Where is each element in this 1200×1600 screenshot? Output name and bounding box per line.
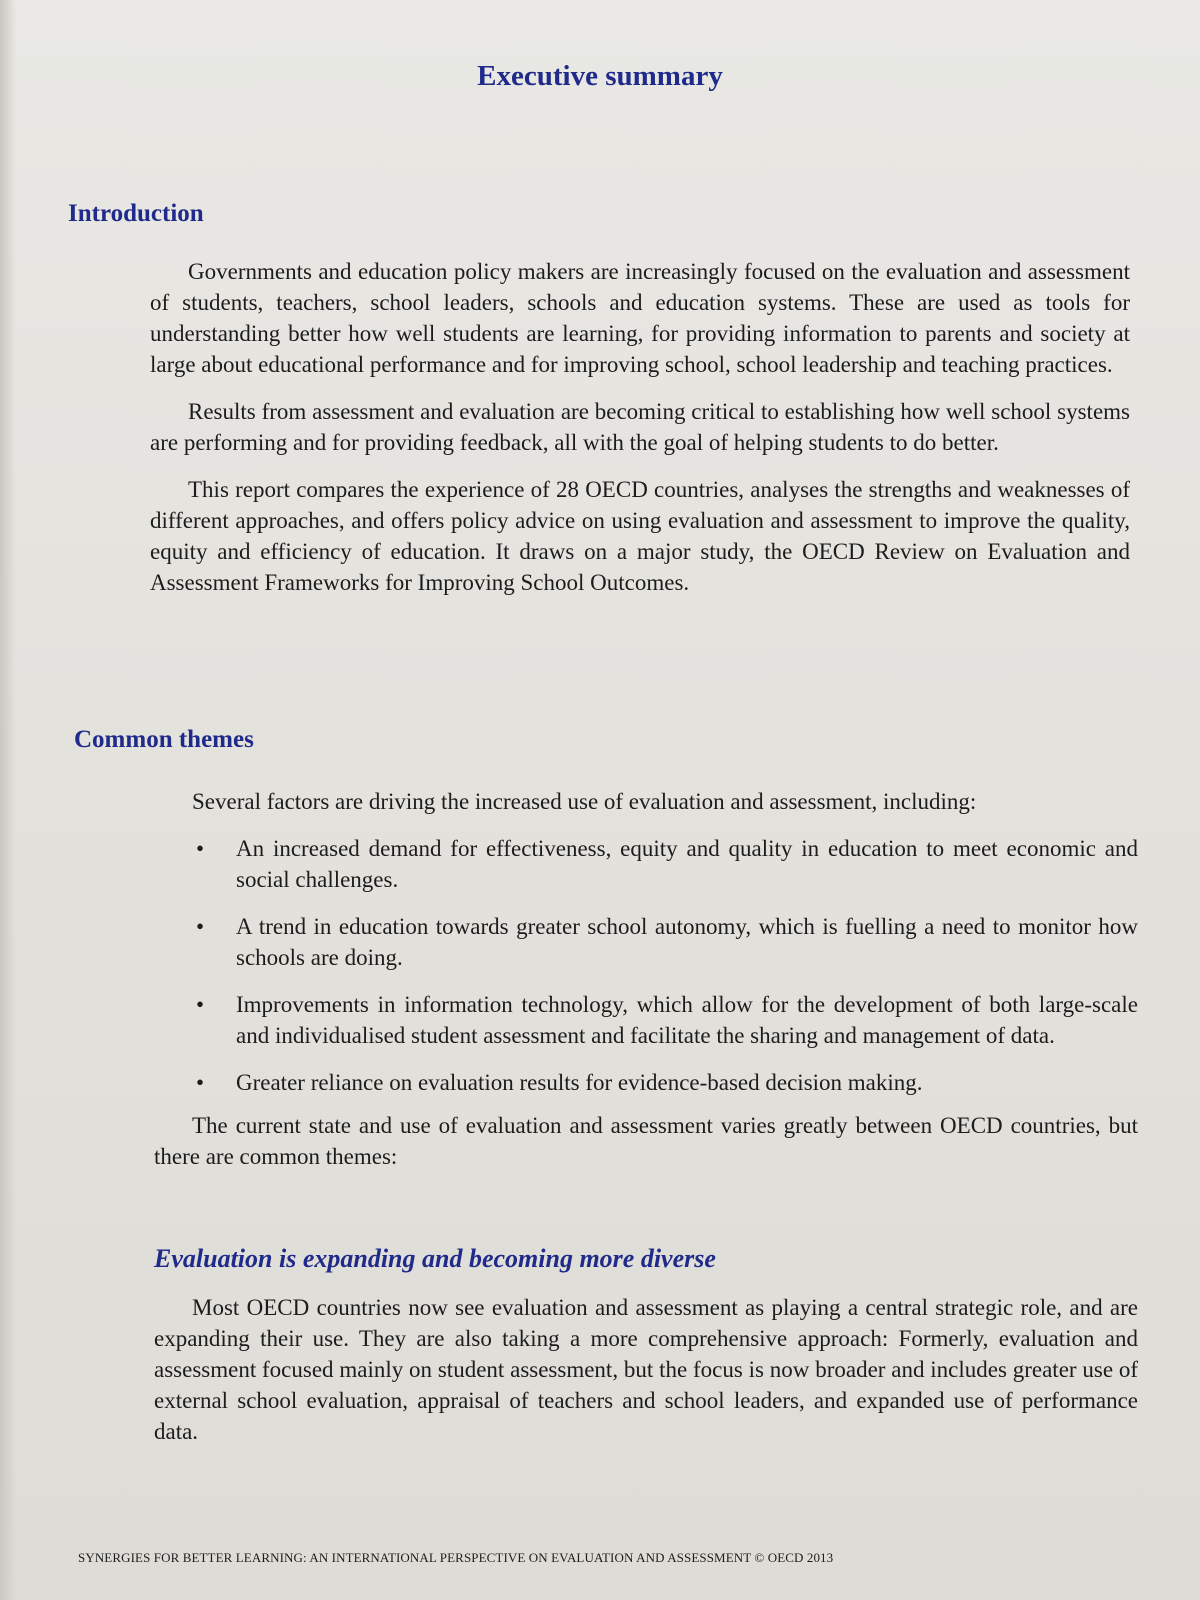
list-item: [154, 989, 1138, 1051]
introduction-body: [150, 256, 1130, 598]
bullet-icon: •: [196, 914, 205, 939]
subsection-body: [154, 1292, 1138, 1447]
list-item-text: An increased demand for effectiveness, equity and quality in education to meet economic and social challenges.: [236, 836, 1138, 892]
bullet-icon: •: [196, 992, 205, 1017]
bullet-icon: •: [196, 836, 205, 861]
list-item: [154, 833, 1138, 895]
introduction-paragraph-3: This report compares the experience of 28 OECD countries, analyses the strengths and weaknesses of different approaches, and offers policy advice on using evaluation and assessment to improve the quality, equity and efficiency of education. It draws on a major study, the OECD Review on Evaluation and Assessment Frameworks for Improving School Outcomes.: [150, 477, 1130, 595]
list-item: [154, 911, 1138, 973]
common-themes-closing: The current state and use of evaluation and assessment varies greatly between OECD countries, but there are common themes:: [154, 1113, 1138, 1169]
list-item-text: A trend in education towards greater school autonomy, which is fuelling a need to monitor how schools are doing.: [236, 914, 1138, 970]
page-title: Executive summary: [477, 60, 723, 92]
list-item: [154, 1067, 1138, 1098]
introduction-paragraph-2: Results from assessment and evaluation are becoming critical to establishing how well school systems are performing and for providing feedback, all with the goal of helping students to do better.: [150, 399, 1130, 455]
list-item-text: Greater reliance on evaluation results for evidence-based decision making.: [236, 1070, 923, 1095]
subsection-paragraph: Most OECD countries now see evaluation and assessment as playing a central strategic role, and are expanding their use. They are also taking a more comprehensive approach: Formerly, evaluation and assessment focused mainly on student assessment, but the focus is now broader and includes greater use of external school evaluation, appraisal of teachers and school leaders, and expanded use of performance data.: [154, 1295, 1138, 1444]
subsection-heading: Evaluation is expanding and becoming more diverse: [154, 1244, 716, 1273]
page-footer: SYNERGIES FOR BETTER LEARNING: AN INTERNATIONAL PERSPECTIVE ON EVALUATION AND ASSESSMENT © OECD 2013: [78, 1550, 834, 1565]
common-themes-heading: Common themes: [74, 726, 254, 753]
bullet-icon: •: [196, 1070, 205, 1095]
introduction-paragraph-1: Governments and education policy makers are increasingly focused on the evaluation and assessment of students, teachers, school leaders, schools and education systems. These are used as tools for understanding better how well students are learning, for providing information to parents and society at large about educational performance and for improving school, school leadership and teaching practices.: [150, 259, 1130, 377]
drivers-list: [154, 833, 1138, 1098]
introduction-heading: Introduction: [68, 200, 204, 227]
common-themes-body: [154, 786, 1138, 1172]
common-themes-intro: Several factors are driving the increased use of evaluation and assessment, including:: [192, 789, 977, 814]
list-item-text: Improvements in information technology, which allow for the development of both large-scale and individualised student assessment and facilitate the sharing and management of data.: [236, 992, 1138, 1048]
